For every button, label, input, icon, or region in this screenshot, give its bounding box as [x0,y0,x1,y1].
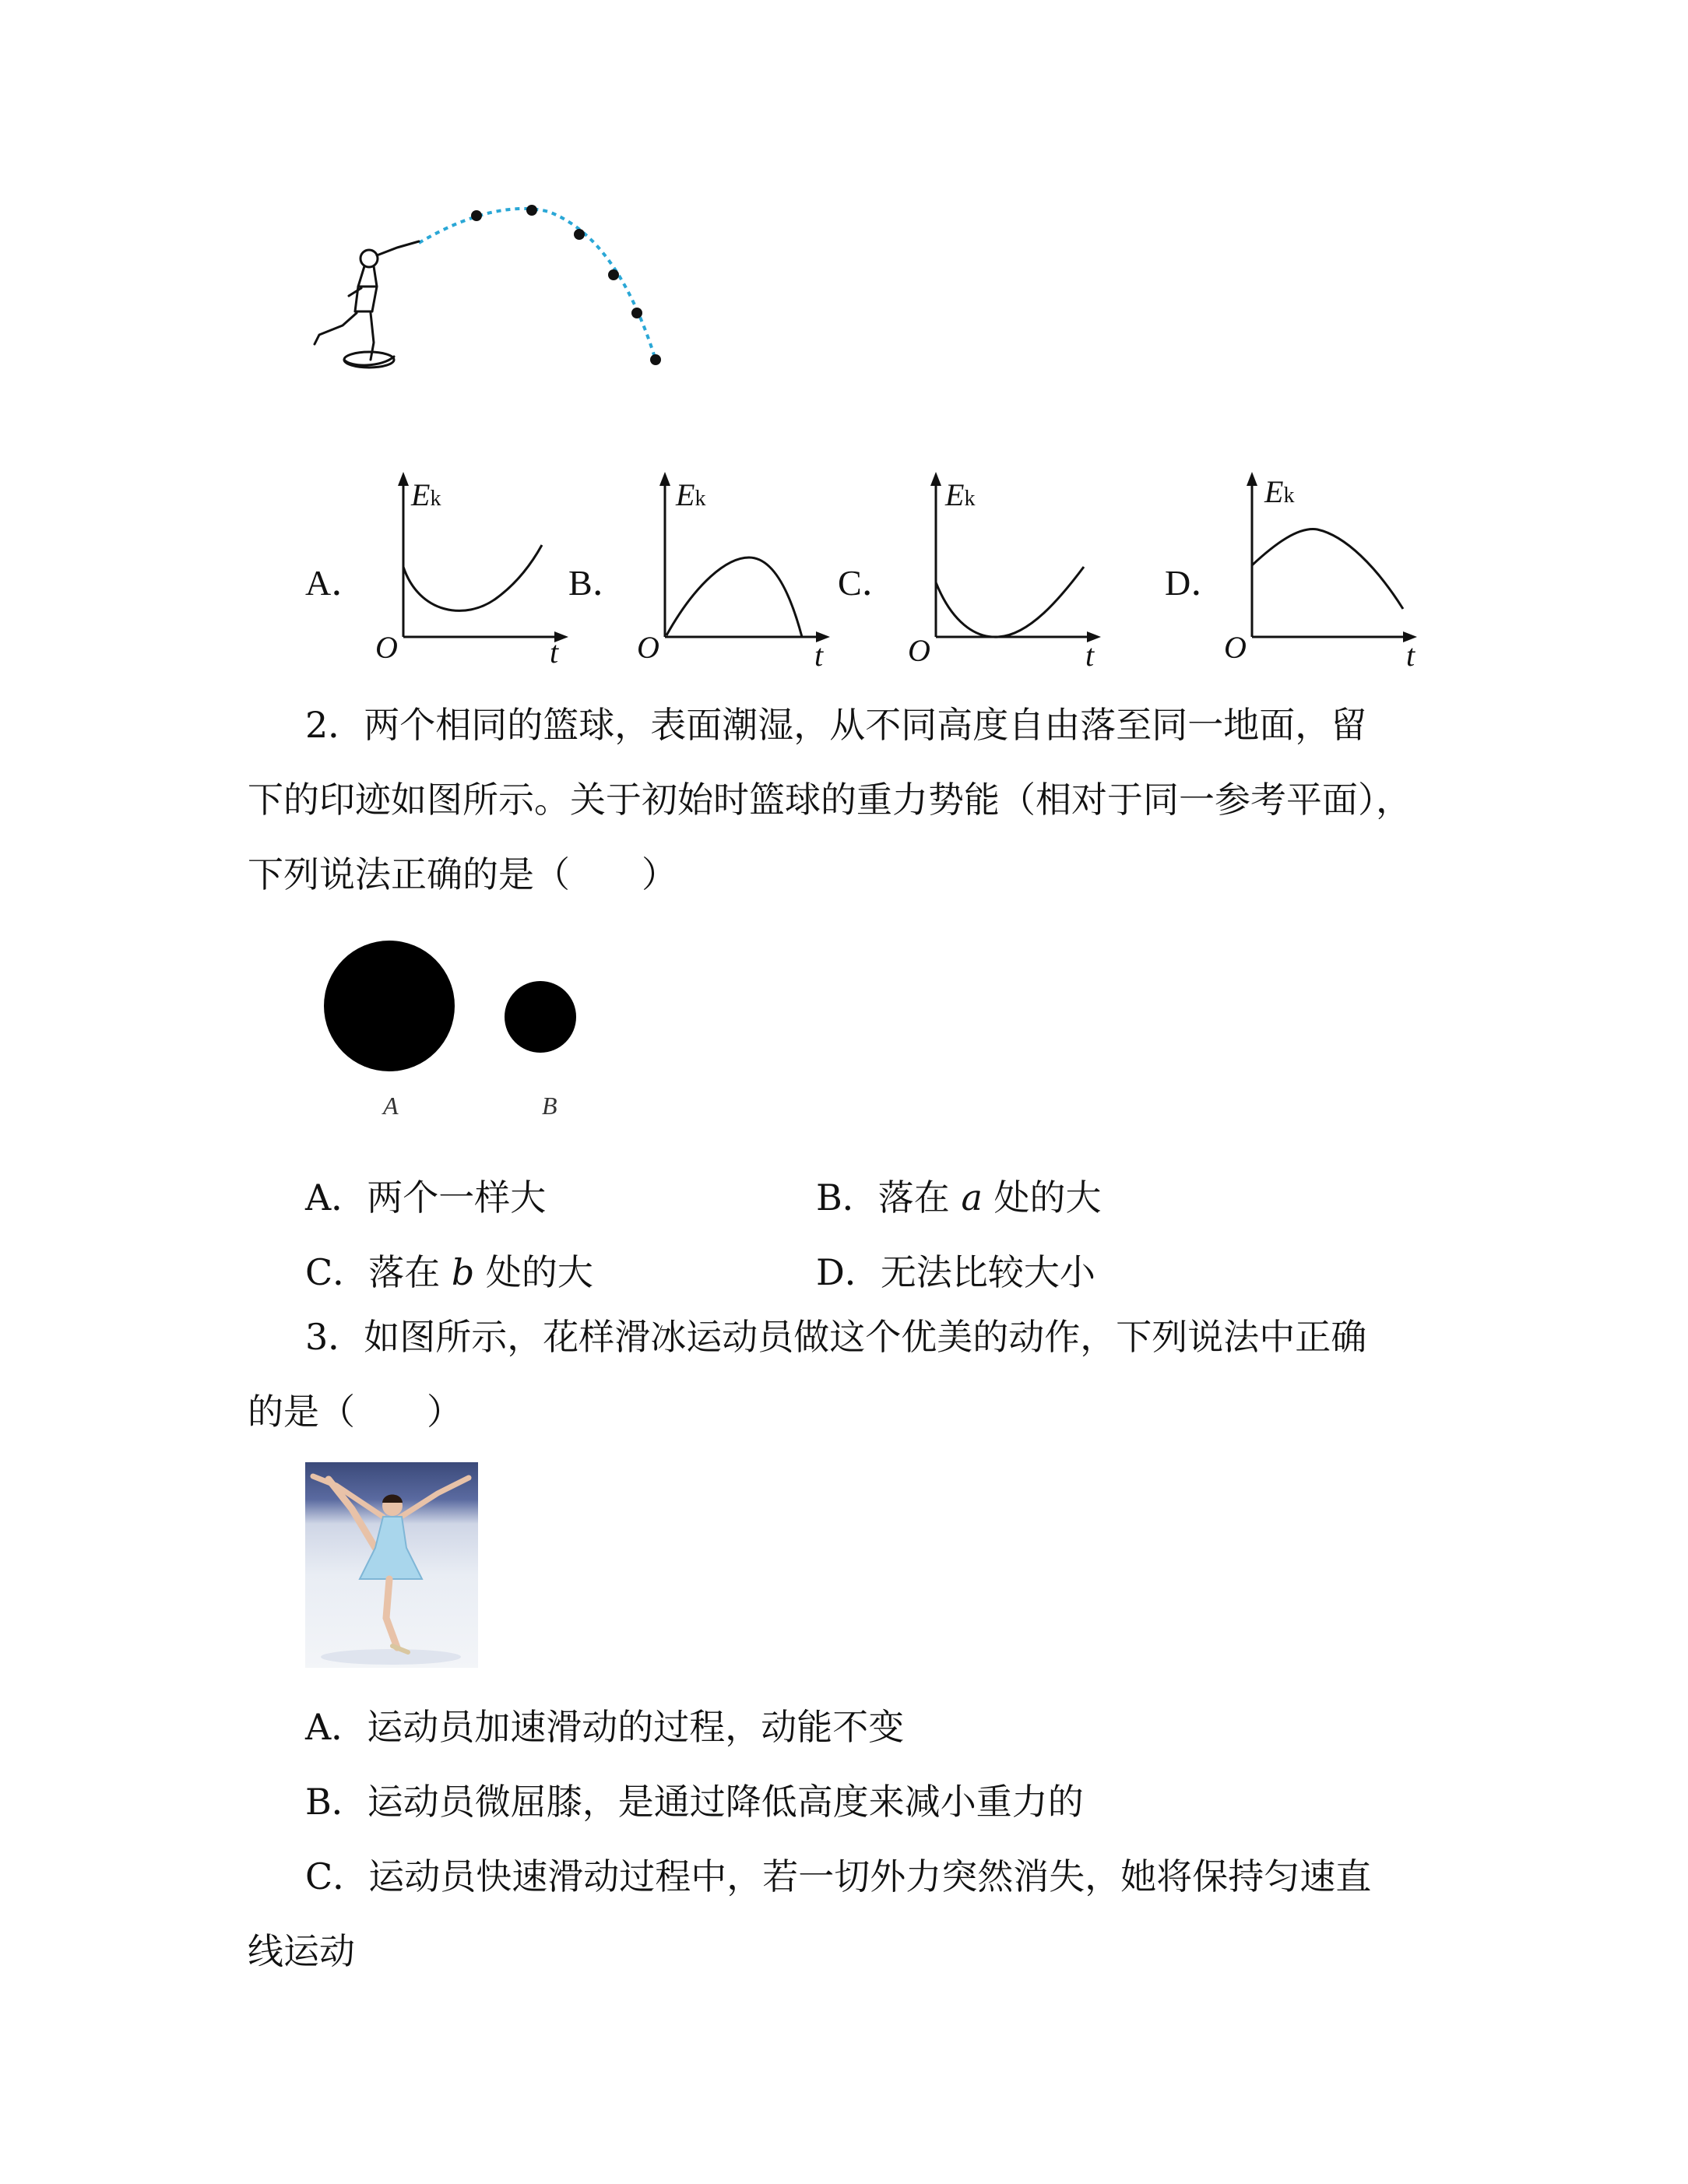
trajectory-dot [526,205,537,216]
q2-line-2: 下的印迹如图所示。关于初始时篮球的重力势能（相对于同一参考平面）， [248,779,1412,821]
print-a-circle [324,941,455,1071]
graph-c-origin: O [908,633,930,668]
graph-a-origin: O [375,630,398,665]
trajectory-dot [650,354,661,365]
graph-d-origin: O [1224,630,1247,665]
q3-line-1: 3．如图所示，花样滑冰运动员做这个优美的动作，下列说法中正确 [305,1316,1367,1358]
graph-b-label: B． [568,563,628,603]
graph-d [1221,466,1423,668]
graph-d-xaxis: t [1406,638,1415,673]
q3-option-a: A．运动员加速滑动的过程，动能不变 [305,1706,905,1748]
q2-line-1: 2．两个相同的篮球，表面潮湿，从不同高度自由落至同一地面，留 [305,704,1367,746]
q2-line-3: 下列说法正确的是（ ） [248,853,677,895]
graph-b-yaxis: Ek [676,477,706,512]
graph-b-xaxis: t [814,638,824,673]
figure-skater-photo [305,1462,478,1668]
print-b-label: B [542,1092,557,1120]
q2-option-d: D．无法比较大小 [816,1251,1095,1293]
graph-a-xaxis: t [550,635,559,670]
trajectory-dot [574,229,585,240]
graph-c-yaxis: Ek [945,477,976,512]
q3-option-b: B．运动员微屈膝，是通过降低高度来减小重力的 [305,1781,1084,1823]
graph-a-yaxis: Ek [411,477,441,512]
graph-c-xaxis: t [1085,638,1095,673]
graph-d-label: D． [1165,563,1227,603]
graph-c-label: C． [838,563,898,603]
graph-d-yaxis: Ek [1264,474,1295,509]
q2-option-c: C．落在 b 处的大 [305,1251,593,1293]
graph-b-origin: O [637,630,659,665]
trajectory-curve [419,209,656,360]
throw-trajectory-figure [296,195,670,382]
trajectory-dot [631,308,642,318]
print-a-label: A [383,1092,399,1120]
graph-b [634,466,836,668]
trajectory-dot [471,210,482,221]
thrower-figure [315,241,419,368]
graph-a [372,466,575,668]
graph-c [905,466,1107,668]
q3-option-c-line-1: C．运动员快速滑动过程中，若一切外力突然消失，她将保持匀速直 [305,1855,1372,1897]
print-b-circle [505,981,576,1053]
q3-line-2: 的是（ ） [248,1391,462,1433]
q2-option-a: A．两个一样大 [305,1176,547,1219]
trajectory-dot [608,269,619,280]
q3-option-c-line-2: 线运动 [248,1930,355,1972]
graph-a-label: A． [305,563,367,603]
q2-option-b: B．落在 a 处的大 [816,1176,1102,1219]
